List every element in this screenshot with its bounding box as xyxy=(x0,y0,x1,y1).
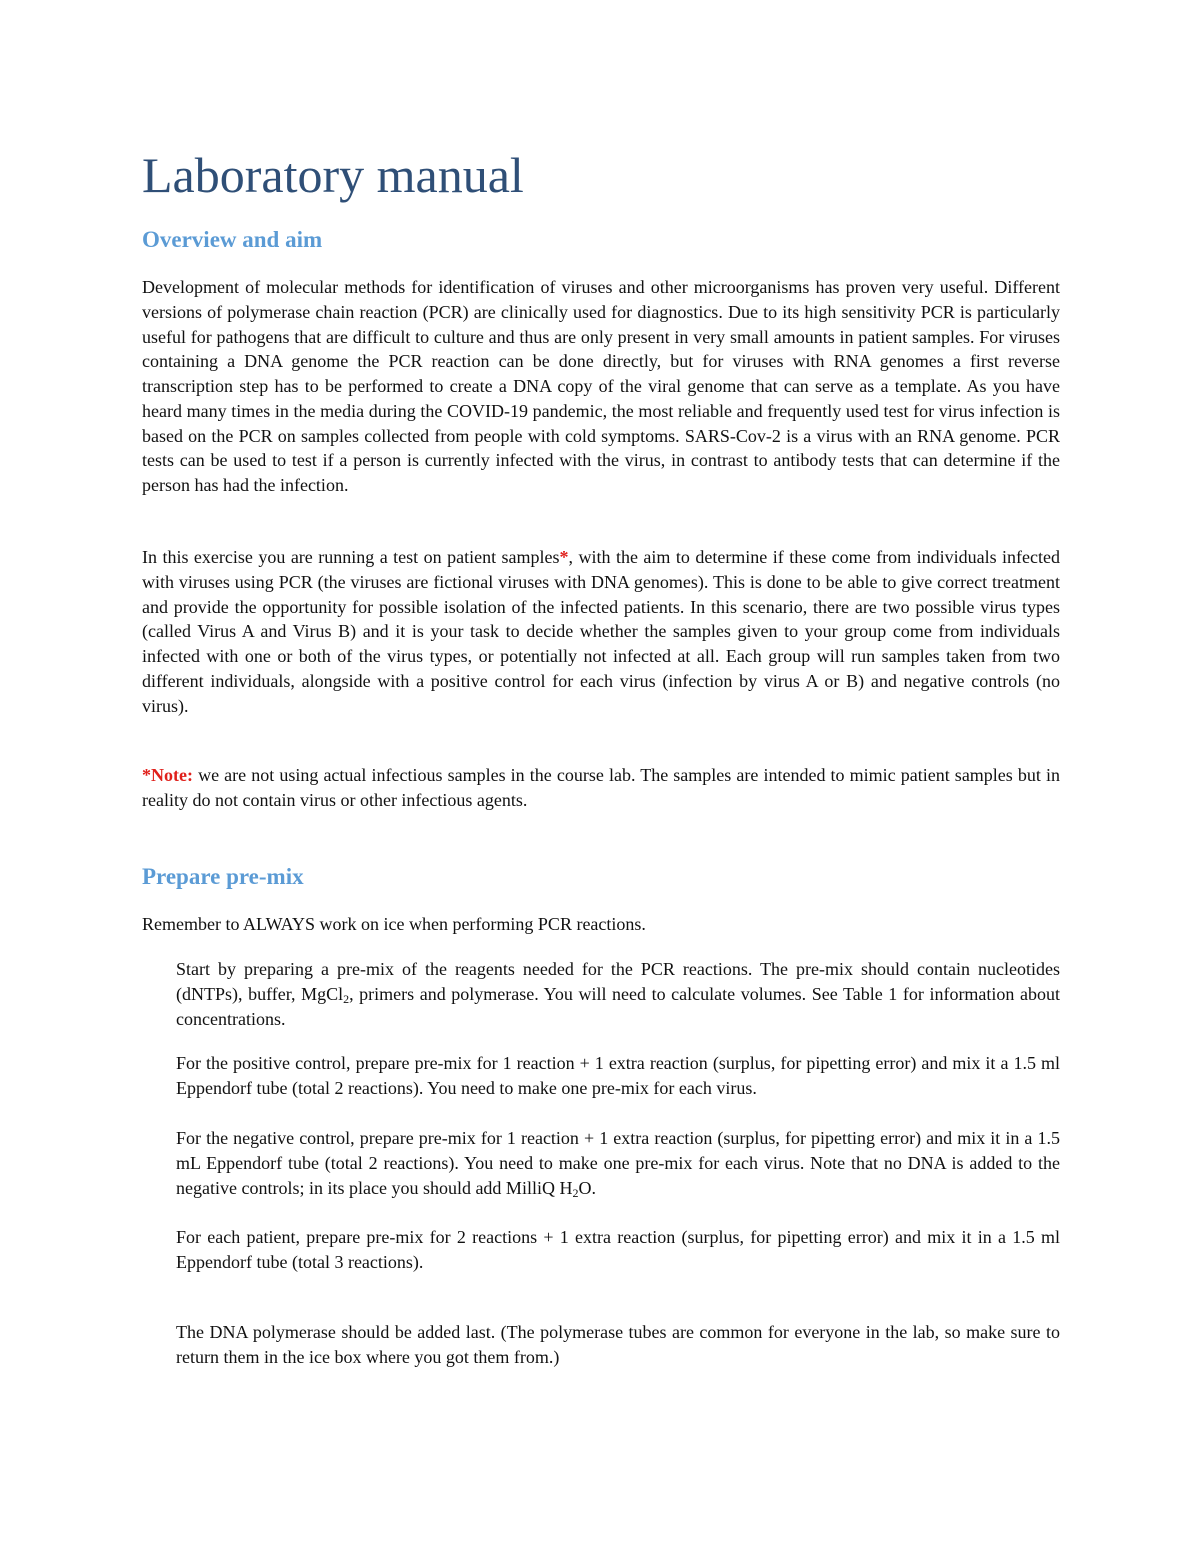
document-title: Laboratory manual xyxy=(142,147,524,203)
premix-heading: Prepare pre-mix xyxy=(142,864,304,889)
note-label: *Note: xyxy=(142,765,193,785)
step-negative-text-start: For the negative control, prepare pre-mix for 1 reaction + 1 extra reaction (surplus, for pipetting error) and mix it in a 1.5 mL Eppendorf tube (total 2 reactions). You need to make one pre-mix for each virus. Note that no DNA is added to the negative controls; in its place you should add MilliQ H xyxy=(176,1128,1060,1198)
note-text: we are not using actual infectious samples in the course lab. The samples are intended to mimic patient samples but in reality do not contain virus or other infectious agents. xyxy=(142,765,1060,810)
premix-step-polymerase: The DNA polymerase should be added last. (The polymerase tubes are common for everyone in the lab, so make sure to return them in the ice box where you got them from.) xyxy=(176,1322,1060,1367)
note-paragraph xyxy=(142,763,1060,813)
asterisk-mark: * xyxy=(559,547,569,567)
premix-intro: Remember to ALWAYS work on ice when performing PCR reactions. xyxy=(142,914,646,934)
step-reagents-text-end: , primers and polymerase. You will need to calculate volumes. See Table 1 for information about concentrations. xyxy=(176,983,1060,1029)
step-negative-text-end: O. xyxy=(578,1177,596,1198)
exercise-text-start: In this exercise you are running a test on patient samples xyxy=(142,547,560,567)
mgcl-subscript: 2 xyxy=(343,991,350,1006)
water-subscript: 2 xyxy=(572,1185,579,1200)
premix-step-patient: For each patient, prepare pre-mix for 2 reactions + 1 extra reaction (surplus, for pipetting error) and mix it in a 1.5 ml Eppendorf tube (total 3 reactions). xyxy=(176,1227,1060,1272)
overview-paragraph: Development of molecular methods for identification of viruses and other microorganisms has proven very useful. Different versions of polymerase chain reaction (PCR) are clinically used for diagnostics. Due to its high sensitivity PCR is particularly useful for pathogens that are difficult to culture and thus are only present in very small amounts in patient samples. For viruses containing a DNA genome the PCR reaction can be done directly, but for viruses with RNA genomes a first reverse transcription step has to be performed to create a DNA copy of the viral genome that can serve as a template. As you have heard many times in the media during the COVID-19 pandemic, the most reliable and frequently used test for virus infection is based on the PCR on samples collected from people with cold symptoms. SARS-Cov-2 is a virus with an RNA genome. PCR tests can be used to test if a person is currently infected with the virus, in contrast to antibody tests that can determine if the person has had the infection. xyxy=(142,277,1060,495)
exercise-paragraph xyxy=(142,545,1060,718)
overview-heading: Overview and aim xyxy=(142,227,323,252)
premix-step-negative-control xyxy=(176,1126,1060,1200)
premix-step-positive-control: For the positive control, prepare pre-mix for 1 reaction + 1 extra reaction (surplus, for pipetting error) and mix it a 1.5 ml Eppendorf tube (total 2 reactions). You need to make one pre-mix for each virus. xyxy=(176,1053,1060,1098)
premix-step-reagents xyxy=(176,957,1060,1031)
step-reagents-text-start: Start by preparing a pre-mix of the reagents needed for the PCR reactions. The pre-mix should contain nucleotides (dNTPs), buffer, MgCl xyxy=(176,959,1060,1004)
exercise-text-end: , with the aim to determine if these come from individuals infected with viruses using PCR (the viruses are fictional viruses with DNA genomes). This is done to be able to give correct treatment and provide the opportunity for possible isolation of the infected patients. In this scenario, there are two possible virus types (called Virus A and Virus B) and it is your task to decide whether the samples given to your group come from individuals infected with one or both of the virus types, or potentially not infected at all. Each group will run samples taken from two different individuals, alongside with a positive control for each virus (infection by virus A or B) and negative controls (no virus). xyxy=(142,547,1060,716)
